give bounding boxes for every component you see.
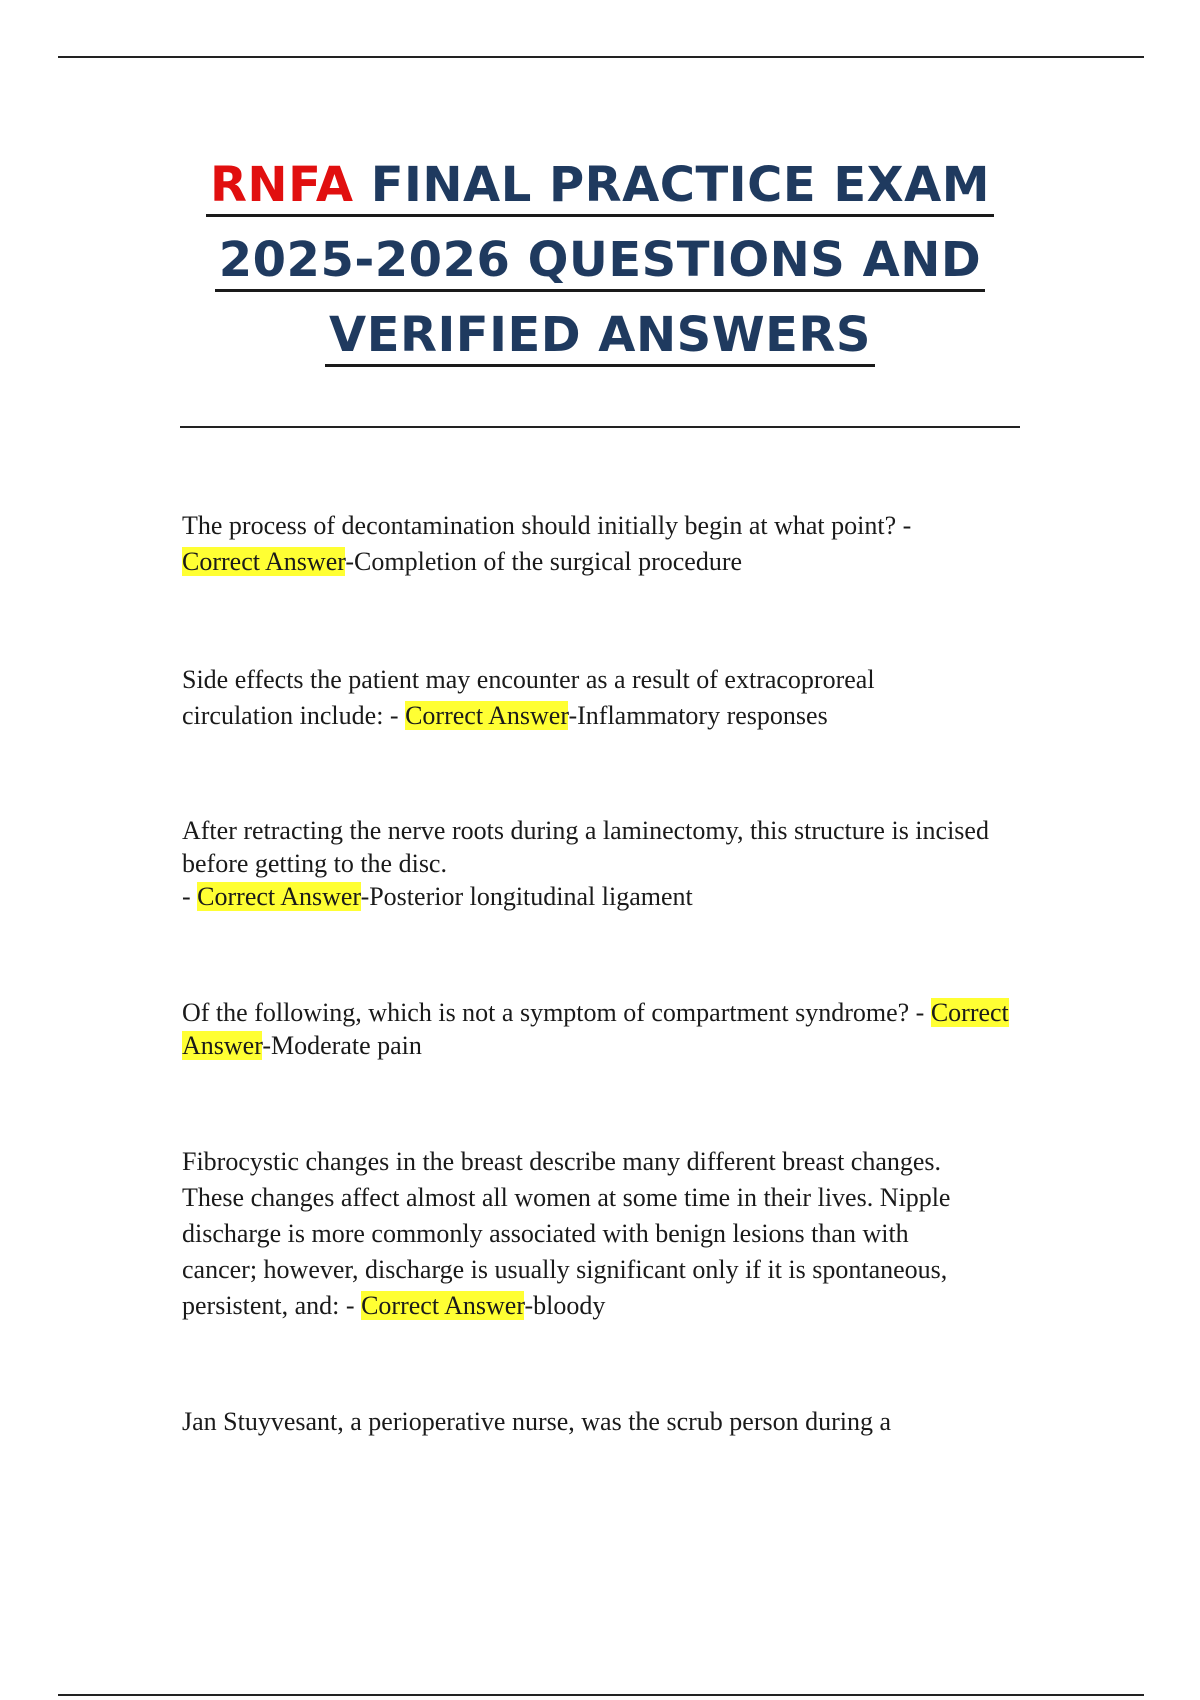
title-line-1-rest: FINAL PRACTICE EXAM [353, 157, 991, 213]
correct-answer-marker: Correct Answer [197, 882, 361, 911]
qa-item-3 [182, 814, 1062, 913]
correct-answer-marker: Correct Answer [182, 547, 346, 576]
answer-text: -Completion of the surgical procedure [345, 547, 743, 576]
answer-text: -bloody [524, 1291, 606, 1320]
answer-text: -Posterior longitudinal ligament [360, 882, 693, 911]
qa-item-1 [182, 508, 1062, 580]
question-text: Of the following, which is not a symptom of compartment syndrome? - [182, 998, 931, 1027]
answer-text: -Inflammatory responses [568, 701, 828, 730]
question-text: Jan Stuyvesant, a perioperative nurse, was the scrub person during a [182, 1407, 892, 1436]
correct-answer-marker: Correct Answer [361, 1291, 525, 1320]
question-text: These changes affect almost all women at some time in their lives. Nipple [182, 1183, 951, 1212]
question-text: cancer; however, discharge is usually significant only if it is spontaneous, [182, 1255, 948, 1284]
correct-answer-marker: Correct Answer [405, 701, 569, 730]
top-rule [58, 56, 1144, 58]
correct-answer-marker-part-2: Answer [182, 1031, 263, 1060]
bottom-rule [58, 1694, 1144, 1696]
question-text: Fibrocystic changes in the breast describe many different breast changes. [182, 1147, 942, 1176]
question-text: The process of decontamination should initially begin at what point? - [182, 511, 912, 540]
question-text: persistent, and: - [182, 1291, 362, 1320]
question-text: circulation include: - [182, 701, 406, 730]
answer-line [182, 698, 1062, 734]
title-line-3: VERIFIED ANSWERS [325, 306, 875, 367]
question-text: discharge is more commonly associated with benign lesions than with [182, 1219, 909, 1248]
title-line-1 [206, 156, 994, 217]
correct-answer-marker-part-1: Correct [930, 998, 1009, 1027]
answer-line [182, 544, 1062, 580]
question-text: Side effects the patient may encounter as a result of extracoproreal [182, 665, 875, 694]
section-divider [180, 426, 1020, 428]
answer-line [182, 880, 1062, 913]
title-line-2: 2025-2026 QUESTIONS AND [215, 231, 985, 292]
document-title [150, 150, 1050, 375]
qa-item-4 [182, 996, 1062, 1062]
title-accent: RNFA [209, 157, 354, 213]
qa-item-6 [182, 1404, 1062, 1440]
question-text: before getting to the disc. [182, 849, 447, 878]
answer-text: -Moderate pain [262, 1031, 422, 1060]
answer-prefix: - [182, 882, 198, 911]
qa-item-5 [182, 1144, 1062, 1324]
answer-line [182, 1288, 1062, 1324]
qa-item-2 [182, 662, 1062, 734]
question-line [182, 996, 1062, 1029]
question-text: After retracting the nerve roots during a laminectomy, this structure is incised [182, 816, 989, 845]
answer-line [182, 1029, 1062, 1062]
